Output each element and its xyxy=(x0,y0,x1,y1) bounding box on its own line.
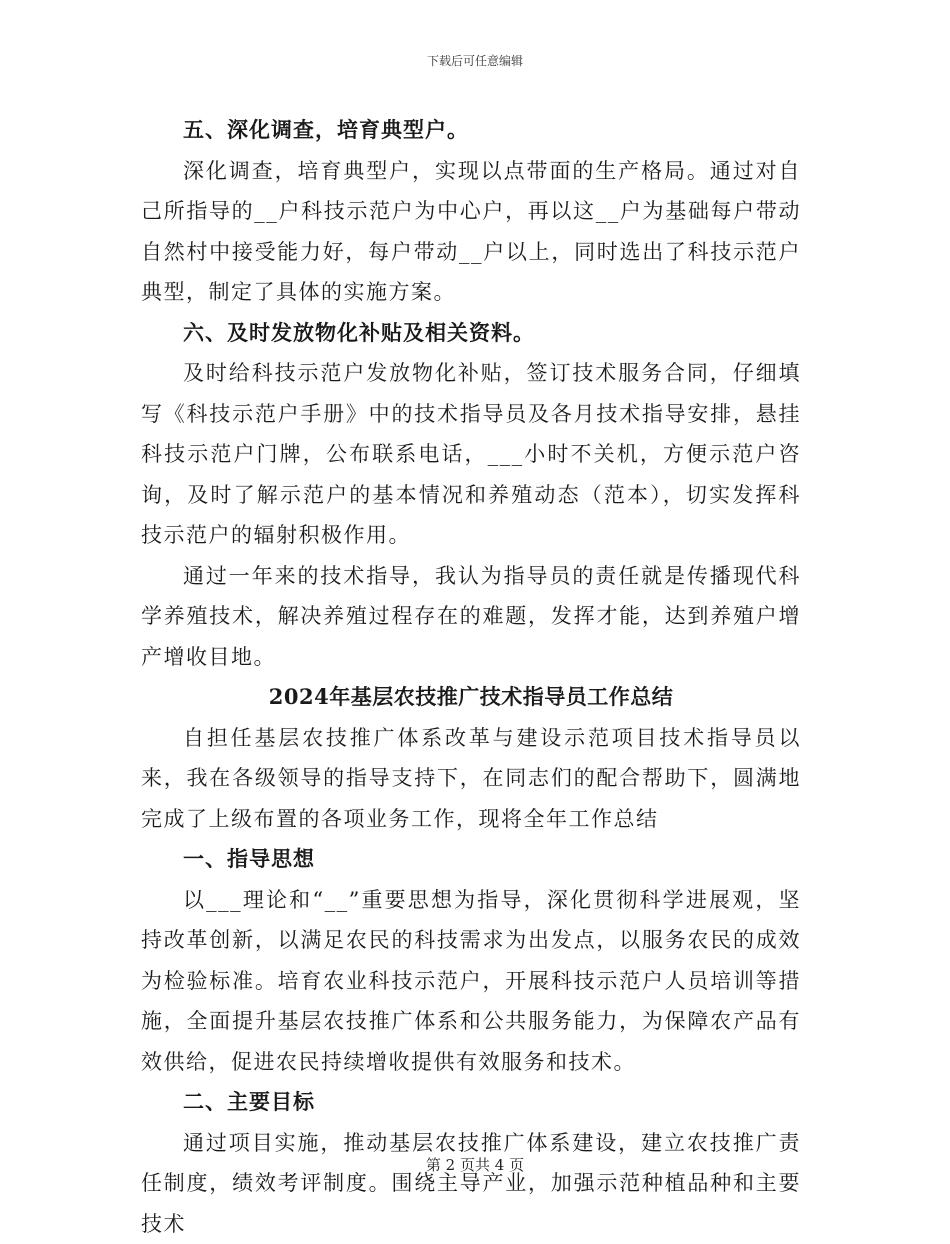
paragraph-5: 以___理论和“__”重要思想为指导，深化贯彻科学进展观，坚持改革创新，以满足农民的科技需求为出发点，以服务农民的成效为检验标准。培育农业科技示范户，开展科技示范户人员培训等措施，全面提升基层农技推广体系和公共服务能力，为保障农产品有效供给，促进农民持续增收提供有效服务和技术。 xyxy=(141,880,801,1083)
section-heading-5: 五、深化调查，培育典型户。 xyxy=(141,110,801,151)
paragraph-2: 及时给科技示范户发放物化补贴，签订技术服务合同，仔细填写《科技示范户手册》中的技术指导员及各月技术指导安排，悬挂科技示范户门牌，公布联系电话，___小时不关机，方便示范户咨询，及时了解示范户的基本情况和养殖动态（范本），切实发挥科技示范户的辐射积极作用。 xyxy=(141,353,801,556)
section-heading-2: 二、主要目标 xyxy=(141,1082,801,1123)
document-title: 2024年基层农技推广技术指导员工作总结 xyxy=(141,677,801,718)
section-heading-6: 六、及时发放物化补贴及相关资料。 xyxy=(141,313,801,354)
paragraph-4: 自担任基层农技推广体系改革与建设示范项目技术指导员以来，我在各级领导的指导支持下，在同志们的配合帮助下，圆满地完成了上级布置的各项业务工作，现将全年工作总结 xyxy=(141,718,801,840)
paragraph-1: 深化调查，培育典型户，实现以点带面的生产格局。通过对自己所指导的__户科技示范户为中心户，再以这__户为基础每户带动自然村中接受能力好，每户带动__户以上，同时选出了科技示范户典型，制定了具体的实施方案。 xyxy=(141,151,801,313)
page-header: 下载后可任意编辑 xyxy=(0,52,950,69)
page-footer: 第 2 页共 4 页 xyxy=(0,1154,950,1175)
section-heading-1: 一、指导思想 xyxy=(141,839,801,880)
paragraph-3: 通过一年来的技术指导，我认为指导员的责任就是传播现代科学养殖技术，解决养殖过程存在的难题，发挥才能，达到养殖户增产增收目地。 xyxy=(141,556,801,678)
document-body xyxy=(141,110,801,1244)
paragraph-6: 通过项目实施，推动基层农技推广体系建设，建立农技推广责任制度，绩效考评制度。围绕主导产业，加强示范种植品种和主要技术 xyxy=(141,1123,801,1244)
